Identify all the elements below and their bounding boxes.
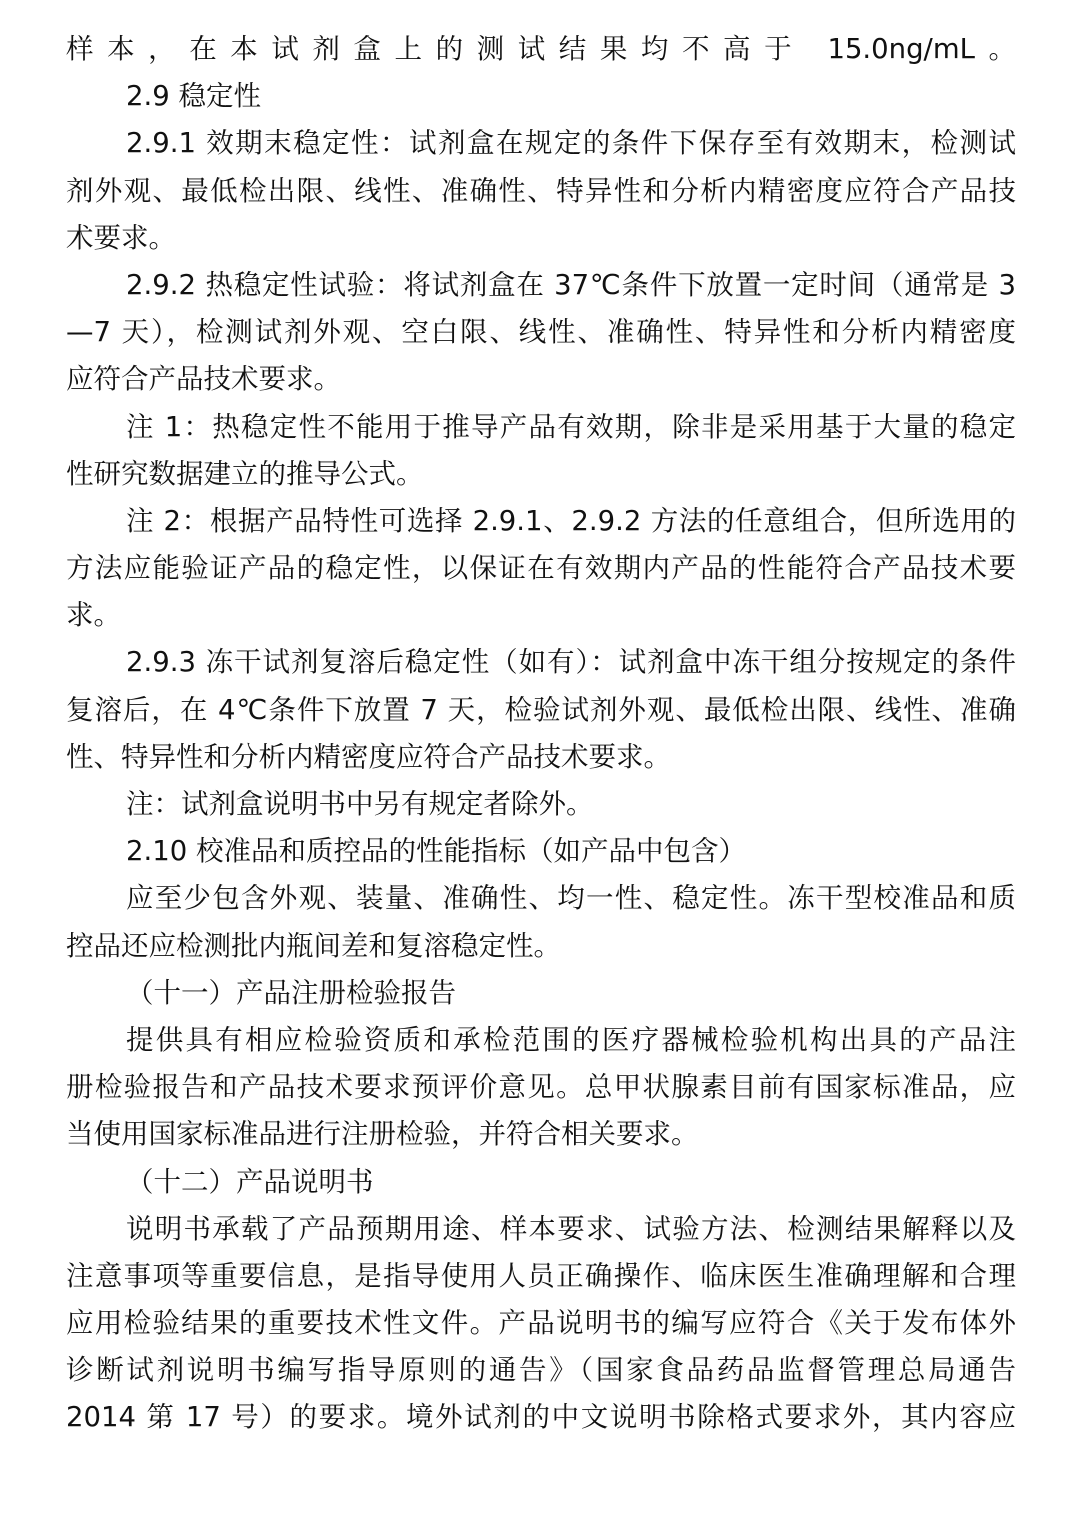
section-heading: 2.9 稳定性 <box>126 80 261 113</box>
section-heading: （十一）产品注册检验报告 <box>126 976 456 1009</box>
note-line: 求。 <box>66 599 121 632</box>
section-heading: （十二）产品说明书 <box>126 1165 374 1198</box>
text-line: 2.9.3 冻干试剂复溶后稳定性（如有）：试剂盒中冻干组分按规定的条件 <box>126 646 1016 679</box>
text-line: 应用检验结果的重要技术性文件。产品说明书的编写应符合《关于发布体外 <box>66 1307 1016 1340</box>
text-line: 剂外观、最低检出限、线性、准确性、特异性和分析内精密度应符合产品技 <box>66 174 1016 207</box>
text-line: 说明书承载了产品预期用途、样本要求、试验方法、检测结果解释以及 <box>126 1212 1016 1245</box>
text-line: 2.9.2 热稳定性试验：将试剂盒在 37℃条件下放置一定时间（通常是 3 <box>126 268 1016 301</box>
text-line: 性、特异性和分析内精密度应符合产品技术要求。 <box>66 740 671 773</box>
text-line: 册检验报告和产品技术要求预评价意见。总甲状腺素目前有国家标准品，应 <box>66 1071 1016 1104</box>
note-line: 注 2：根据产品特性可选择 2.9.1、2.9.2 方法的任意组合，但所选用的 <box>126 504 1016 537</box>
text-line: 术要求。 <box>66 221 176 254</box>
text-line: 样本，在本试剂盒上的测试结果均不高于 15.0ng/mL。 <box>66 33 1016 65</box>
text-line: 2014 第 17 号）的要求。境外试剂的中文说明书除格式要求外，其内容应 <box>66 1401 1016 1434</box>
text-line: 应至少包含外观、装量、准确性、均一性、稳定性。冻干型校准品和质 <box>126 882 1016 915</box>
text-line: 诊断试剂说明书编写指导原则的通告》（国家食品药品监督管理总局通告 <box>66 1354 1016 1387</box>
note-line: 性研究数据建立的推导公式。 <box>66 457 424 490</box>
text-line: 控品还应检测批内瓶间差和复溶稳定性。 <box>66 929 561 962</box>
note-line: 注 1：热稳定性不能用于推导产品有效期，除非是采用基于大量的稳定 <box>126 410 1016 443</box>
text-line: 应符合产品技术要求。 <box>66 363 341 396</box>
text-line: 2.9.1 效期末稳定性：试剂盒在规定的条件下保存至有效期末，检测试 <box>126 127 1016 160</box>
text-line: 复溶后，在 4℃条件下放置 7 天，检验试剂外观、最低检出限、线性、准确 <box>66 693 1016 726</box>
text-line: —7 天），检测试剂外观、空白限、线性、准确性、特异性和分析内精密度 <box>66 316 1016 349</box>
text-line: 注意事项等重要信息，是指导使用人员正确操作、临床医生准确理解和合理 <box>66 1259 1016 1292</box>
note-line: 方法应能验证产品的稳定性，以保证在有效期内产品的性能符合产品技术要 <box>66 552 1016 585</box>
text-line: 当使用国家标准品进行注册检验，并符合相关要求。 <box>66 1118 699 1151</box>
document-body <box>66 26 1016 1442</box>
note-line: 注：试剂盒说明书中另有规定者除外。 <box>126 788 594 820</box>
section-heading: 2.10 校准品和质控品的性能指标（如产品中包含） <box>126 835 746 868</box>
text-line: 提供具有相应检验资质和承检范围的医疗器械检验机构出具的产品注 <box>126 1023 1016 1056</box>
